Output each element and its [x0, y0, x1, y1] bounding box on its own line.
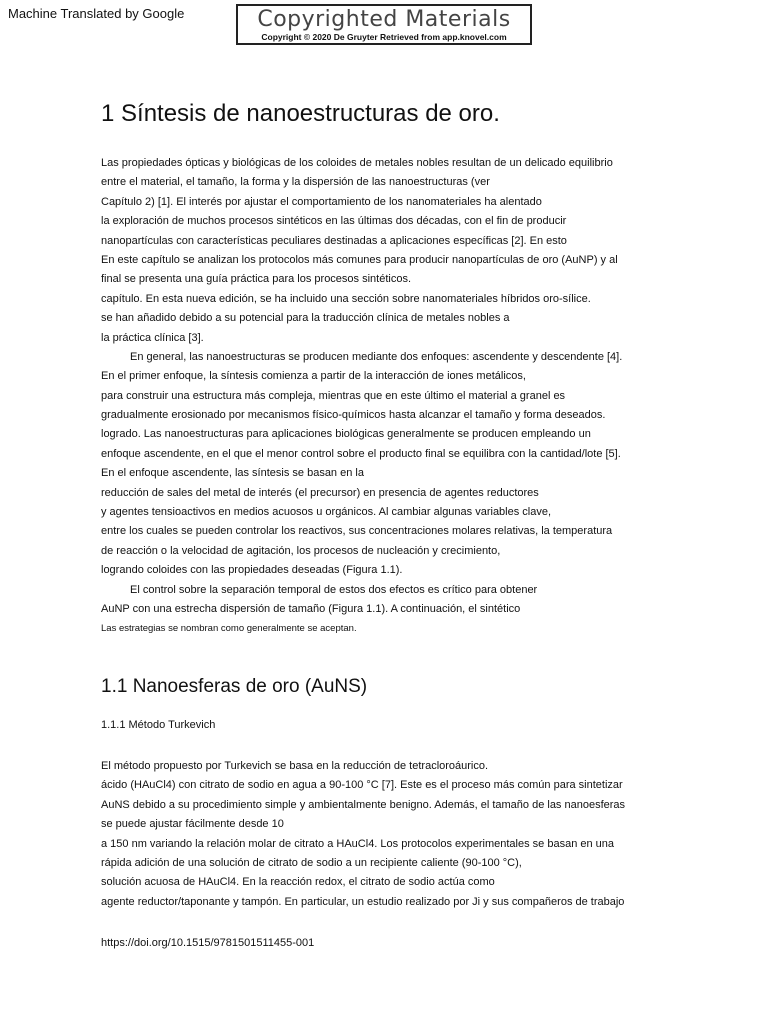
text-line: capítulo. En esta nueva edición, se ha incluido una sección sobre nanomateriales híbridos oro-sílice. — [101, 292, 591, 305]
text-line: enfoque ascendente, en el que el menor control sobre el producto final se equilibra con la cantidad/lote [5]. — [101, 447, 621, 460]
doi-link[interactable]: https://doi.org/10.1515/9781501511455-001 — [101, 937, 315, 949]
text-line: la exploración de muchos procesos sintéticos en las últimas dos décadas, con el fin de producir — [101, 215, 567, 228]
text-line: final se presenta una guía práctica para los procesos sintéticos. — [101, 273, 412, 286]
text-line: Las propiedades ópticas y biológicas de los coloides de metales nobles resultan de un delicado equilibrio — [101, 157, 613, 169]
copyright-stamp — [236, 4, 532, 45]
text-line: Las estrategias se nombran como generalmente se aceptan. — [101, 623, 357, 635]
turkevich-text — [101, 757, 625, 912]
text-line: para construir una estructura más compleja, mientras que en este último el material a granel es — [101, 389, 566, 402]
text-line: logrando coloides con las propiedades deseadas (Figura 1.1). — [101, 564, 403, 577]
section-title: 1.1 Nanoesferas de oro (AuNS) — [101, 676, 368, 697]
stamp-subtitle: Copyright © 2020 De Gruyter Retrieved from app.knovel.com — [261, 32, 507, 42]
intro-text — [101, 154, 622, 639]
text-line: El método propuesto por Turkevich se basa en la reducción de tetracloroáurico. — [101, 760, 489, 772]
text-line: En general, las nanoestructuras se producen mediante dos enfoques: ascendente y descendente [4]. — [130, 350, 623, 363]
text-line: y agentes tensioactivos en medios acuosos u orgánicos. Al cambiar algunas variables clave, — [101, 506, 552, 519]
text-line: entre el material, el tamaño, la forma y la dispersión de las nanoestructuras (ver — [101, 176, 490, 189]
text-line: En este capítulo se analizan los protocolos más comunes para producir nanopartículas de oro (AuNP) y al — [101, 253, 618, 266]
text-line: En el enfoque ascendente, las síntesis se basan en la — [101, 467, 364, 480]
text-line: AuNS debido a su procedimiento simple y ambientalmente benigno. Además, el tamaño de las nanoesferas — [101, 798, 626, 811]
text-line: se puede ajustar fácilmente desde 10 — [101, 818, 284, 831]
text-line: logrado. Las nanoestructuras para aplicaciones biológicas generalmente se producen empleando un — [101, 428, 591, 441]
text-line: En el primer enfoque, la síntesis comienza a partir de la interacción de iones metálicos, — [101, 370, 526, 383]
text-line: AuNP con una estrecha dispersión de tamaño (Figura 1.1). A continuación, el sintético — [101, 602, 521, 615]
text-line: gradualmente erosionado por mecanismos físico-químicos hasta alcanzar el tamaño y forma deseados. — [101, 409, 606, 422]
text-line: la práctica clínica [3]. — [101, 331, 204, 344]
text-line: nanopartículas con características peculiares destinadas a aplicaciones específicas [2]. En esto — [101, 234, 567, 247]
text-line: agente reductor/taponante y tampón. En particular, un estudio realizado por Ji y sus compañeros de trabajo — [101, 895, 625, 908]
text-line: de reacción o la velocidad de agitación, los procesos de nucleación y crecimiento, — [101, 544, 501, 557]
text-line: reducción de sales del metal de interés (el precursor) en presencia de agentes reductores — [101, 486, 539, 499]
subsection-title: 1.1.1 Método Turkevich — [101, 719, 216, 731]
text-line: ácido (HAuCl4) con citrato de sodio en agua a 90-100 °C [7]. Este es el proceso más común para sintetizar — [101, 779, 623, 792]
text-line: El control sobre la separación temporal de estos dos efectos es crítico para obtener — [130, 583, 538, 596]
text-line: a 150 nm variando la relación molar de citrato a HAuCl4. Los protocolos experimentales se basan en una — [101, 837, 615, 850]
text-line: se han añadido debido a su potencial para la traducción clínica de metales nobles a — [101, 312, 510, 325]
text-line: Capítulo 2) [1]. El interés por ajustar el comportamiento de los nanomateriales ha alentado — [101, 195, 542, 208]
stamp-title: Copyrighted Materials — [257, 7, 511, 32]
text-line: solución acuosa de HAuCl4. En la reacción redox, el citrato de sodio actúa como — [101, 876, 495, 889]
chapter-title: 1 Síntesis de nanoestructuras de oro. — [101, 100, 500, 127]
text-line: rápida adición de una solución de citrato de sodio a un recipiente caliente (90-100 °C), — [101, 856, 522, 869]
text-line: entre los cuales se pueden controlar los reactivos, sus concentraciones molares relativas, la temperatura — [101, 525, 613, 538]
machine-translated-note: Machine Translated by Google — [8, 6, 185, 21]
